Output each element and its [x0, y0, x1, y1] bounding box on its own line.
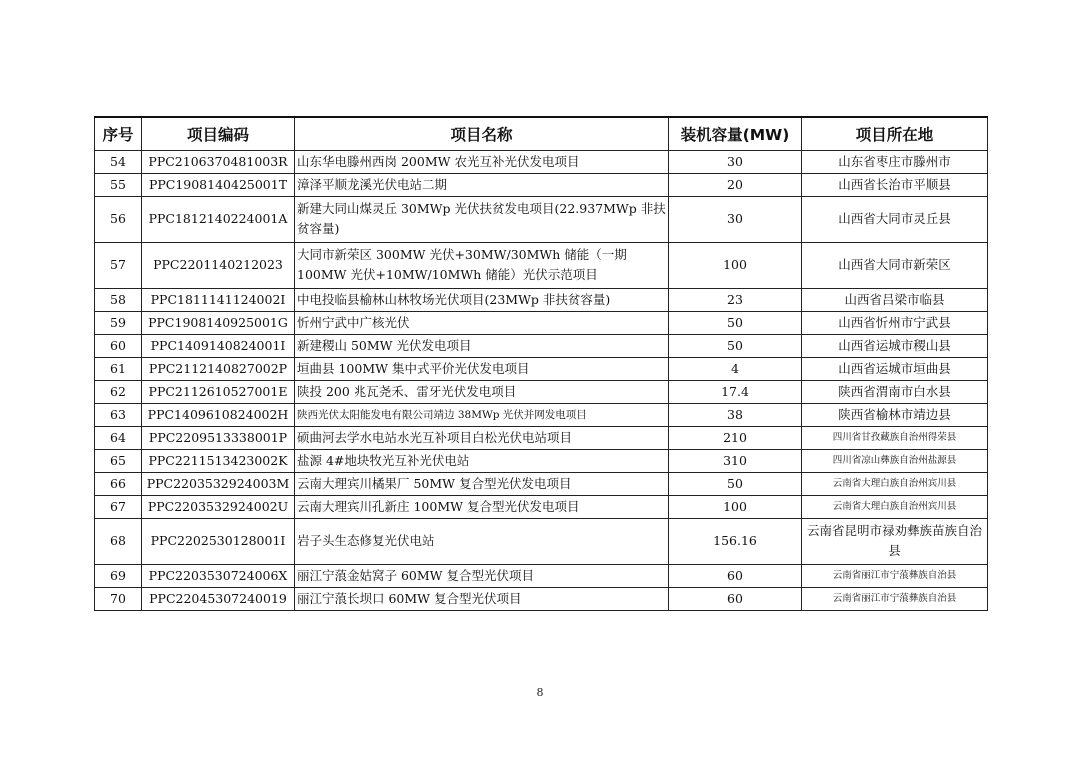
- table-row: [95, 288, 988, 311]
- row-name: 中电投临县榆林山林牧场光伏项目(23MWp 非扶贫容量): [295, 288, 669, 311]
- row-code: PPC1908140925001G: [142, 311, 295, 334]
- row-code: PPC1812140224001A: [142, 196, 295, 242]
- row-code: PPC22045307240019: [142, 587, 295, 610]
- table-row: [95, 403, 988, 426]
- table-row: [95, 587, 988, 610]
- row-name: 新建大同山煤灵丘 30MWp 光伏扶贫发电项目(22.937MWp 非扶贫容量): [295, 196, 669, 242]
- row-location: 山东省枣庄市滕州市: [802, 150, 988, 173]
- header-location: 项目所在地: [802, 117, 988, 150]
- row-capacity: 310: [669, 449, 802, 472]
- row-seq: 59: [95, 311, 142, 334]
- row-code: PPC2112140827002P: [142, 357, 295, 380]
- row-location: 山西省运城市垣曲县: [802, 357, 988, 380]
- row-name: 丽江宁蒗长坝口 60MW 复合型光伏项目: [295, 587, 669, 610]
- row-capacity: 30: [669, 150, 802, 173]
- project-table: [94, 116, 988, 611]
- row-capacity: 50: [669, 334, 802, 357]
- row-location: 山西省忻州市宁武县: [802, 311, 988, 334]
- table-row: [95, 242, 988, 288]
- row-capacity: 100: [669, 495, 802, 518]
- row-seq: 56: [95, 196, 142, 242]
- row-location: 云南省丽江市宁蒗彝族自治县: [802, 564, 988, 587]
- row-capacity: 30: [669, 196, 802, 242]
- row-name: 陕西光伏太阳能发电有限公司靖边 38MWp 光伏并网发电项目: [295, 403, 669, 426]
- row-location: 山西省大同市灵丘县: [802, 196, 988, 242]
- table-header-row: [95, 117, 988, 150]
- row-code: PPC2203532924003M: [142, 472, 295, 495]
- row-location: 云南省大理白族自治州宾川县: [802, 495, 988, 518]
- table-row: [95, 564, 988, 587]
- row-capacity: 210: [669, 426, 802, 449]
- row-seq: 60: [95, 334, 142, 357]
- row-seq: 63: [95, 403, 142, 426]
- row-seq: 64: [95, 426, 142, 449]
- row-location: 山西省运城市稷山县: [802, 334, 988, 357]
- row-seq: 69: [95, 564, 142, 587]
- row-name: 新建稷山 50MW 光伏发电项目: [295, 334, 669, 357]
- page-number: 8: [536, 686, 544, 699]
- table-row: [95, 380, 988, 403]
- row-code: PPC2112610527001E: [142, 380, 295, 403]
- row-code: PPC1409140824001I: [142, 334, 295, 357]
- row-name: 大同市新荣区 300MW 光伏+30MW/30MWh 储能（一期 100MW 光伏+10MW/10MWh 储能）光伏示范项目: [295, 242, 669, 288]
- table-row: [95, 173, 988, 196]
- row-code: PPC2201140212023: [142, 242, 295, 288]
- row-capacity: 23: [669, 288, 802, 311]
- table-row: [95, 495, 988, 518]
- table-row: [95, 449, 988, 472]
- row-seq: 66: [95, 472, 142, 495]
- row-name: 盐源 4#地块牧光互补光伏电站: [295, 449, 669, 472]
- row-capacity: 156.16: [669, 518, 802, 564]
- row-seq: 54: [95, 150, 142, 173]
- row-seq: 57: [95, 242, 142, 288]
- row-capacity: 17.4: [669, 380, 802, 403]
- header-name: 项目名称: [295, 117, 669, 150]
- row-location: 云南省昆明市禄劝彝族苗族自治县: [802, 518, 988, 564]
- row-capacity: 50: [669, 311, 802, 334]
- row-code: PPC2106370481003R: [142, 150, 295, 173]
- row-location: 陕西省渭南市白水县: [802, 380, 988, 403]
- row-seq: 55: [95, 173, 142, 196]
- row-capacity: 20: [669, 173, 802, 196]
- row-name: 硕曲河去学水电站水光互补项目白松光伏电站项目: [295, 426, 669, 449]
- header-capacity: 装机容量(MW): [669, 117, 802, 150]
- row-location: 四川省凉山彝族自治州盐源县: [802, 449, 988, 472]
- table-row: [95, 426, 988, 449]
- row-code: PPC1811141124002I: [142, 288, 295, 311]
- table-row: [95, 334, 988, 357]
- row-location: 云南省大理白族自治州宾川县: [802, 472, 988, 495]
- row-code: PPC2203530724006X: [142, 564, 295, 587]
- row-capacity: 4: [669, 357, 802, 380]
- table-row: [95, 150, 988, 173]
- row-location: 陕西省榆林市靖边县: [802, 403, 988, 426]
- table-row: [95, 311, 988, 334]
- table-row: [95, 518, 988, 564]
- header-code: 项目编码: [142, 117, 295, 150]
- row-seq: 61: [95, 357, 142, 380]
- row-code: PPC2209513338001P: [142, 426, 295, 449]
- row-seq: 62: [95, 380, 142, 403]
- row-seq: 67: [95, 495, 142, 518]
- row-code: PPC1908140425001T: [142, 173, 295, 196]
- row-capacity: 38: [669, 403, 802, 426]
- row-name: 山东华电滕州西岗 200MW 农光互补光伏发电项目: [295, 150, 669, 173]
- row-seq: 58: [95, 288, 142, 311]
- row-location: 山西省大同市新荣区: [802, 242, 988, 288]
- row-name: 云南大理宾川孔新庄 100MW 复合型光伏发电项目: [295, 495, 669, 518]
- row-name: 岩子头生态修复光伏电站: [295, 518, 669, 564]
- row-capacity: 50: [669, 472, 802, 495]
- row-location: 四川省甘孜藏族自治州得荣县: [802, 426, 988, 449]
- row-name: 垣曲县 100MW 集中式平价光伏发电项目: [295, 357, 669, 380]
- table-row: [95, 357, 988, 380]
- row-code: PPC2202530128001I: [142, 518, 295, 564]
- row-capacity: 60: [669, 587, 802, 610]
- row-name: 忻州宁武中广核光伏: [295, 311, 669, 334]
- row-location: 云南省丽江市宁蒗彝族自治县: [802, 587, 988, 610]
- row-code: PPC1409610824002H: [142, 403, 295, 426]
- row-seq: 68: [95, 518, 142, 564]
- table-row: [95, 472, 988, 495]
- row-seq: 65: [95, 449, 142, 472]
- row-name: 云南大理宾川橘果厂 50MW 复合型光伏发电项目: [295, 472, 669, 495]
- row-capacity: 100: [669, 242, 802, 288]
- table-row: [95, 196, 988, 242]
- row-location: 山西省吕梁市临县: [802, 288, 988, 311]
- row-code: PPC2211513423002K: [142, 449, 295, 472]
- row-name: 陕投 200 兆瓦尧禾、雷牙光伏发电项目: [295, 380, 669, 403]
- header-seq: 序号: [95, 117, 142, 150]
- row-seq: 70: [95, 587, 142, 610]
- row-code: PPC2203532924002U: [142, 495, 295, 518]
- row-name: 漳泽平顺龙溪光伏电站二期: [295, 173, 669, 196]
- row-location: 山西省长治市平顺县: [802, 173, 988, 196]
- row-name: 丽江宁蒗金姑窝子 60MW 复合型光伏项目: [295, 564, 669, 587]
- row-capacity: 60: [669, 564, 802, 587]
